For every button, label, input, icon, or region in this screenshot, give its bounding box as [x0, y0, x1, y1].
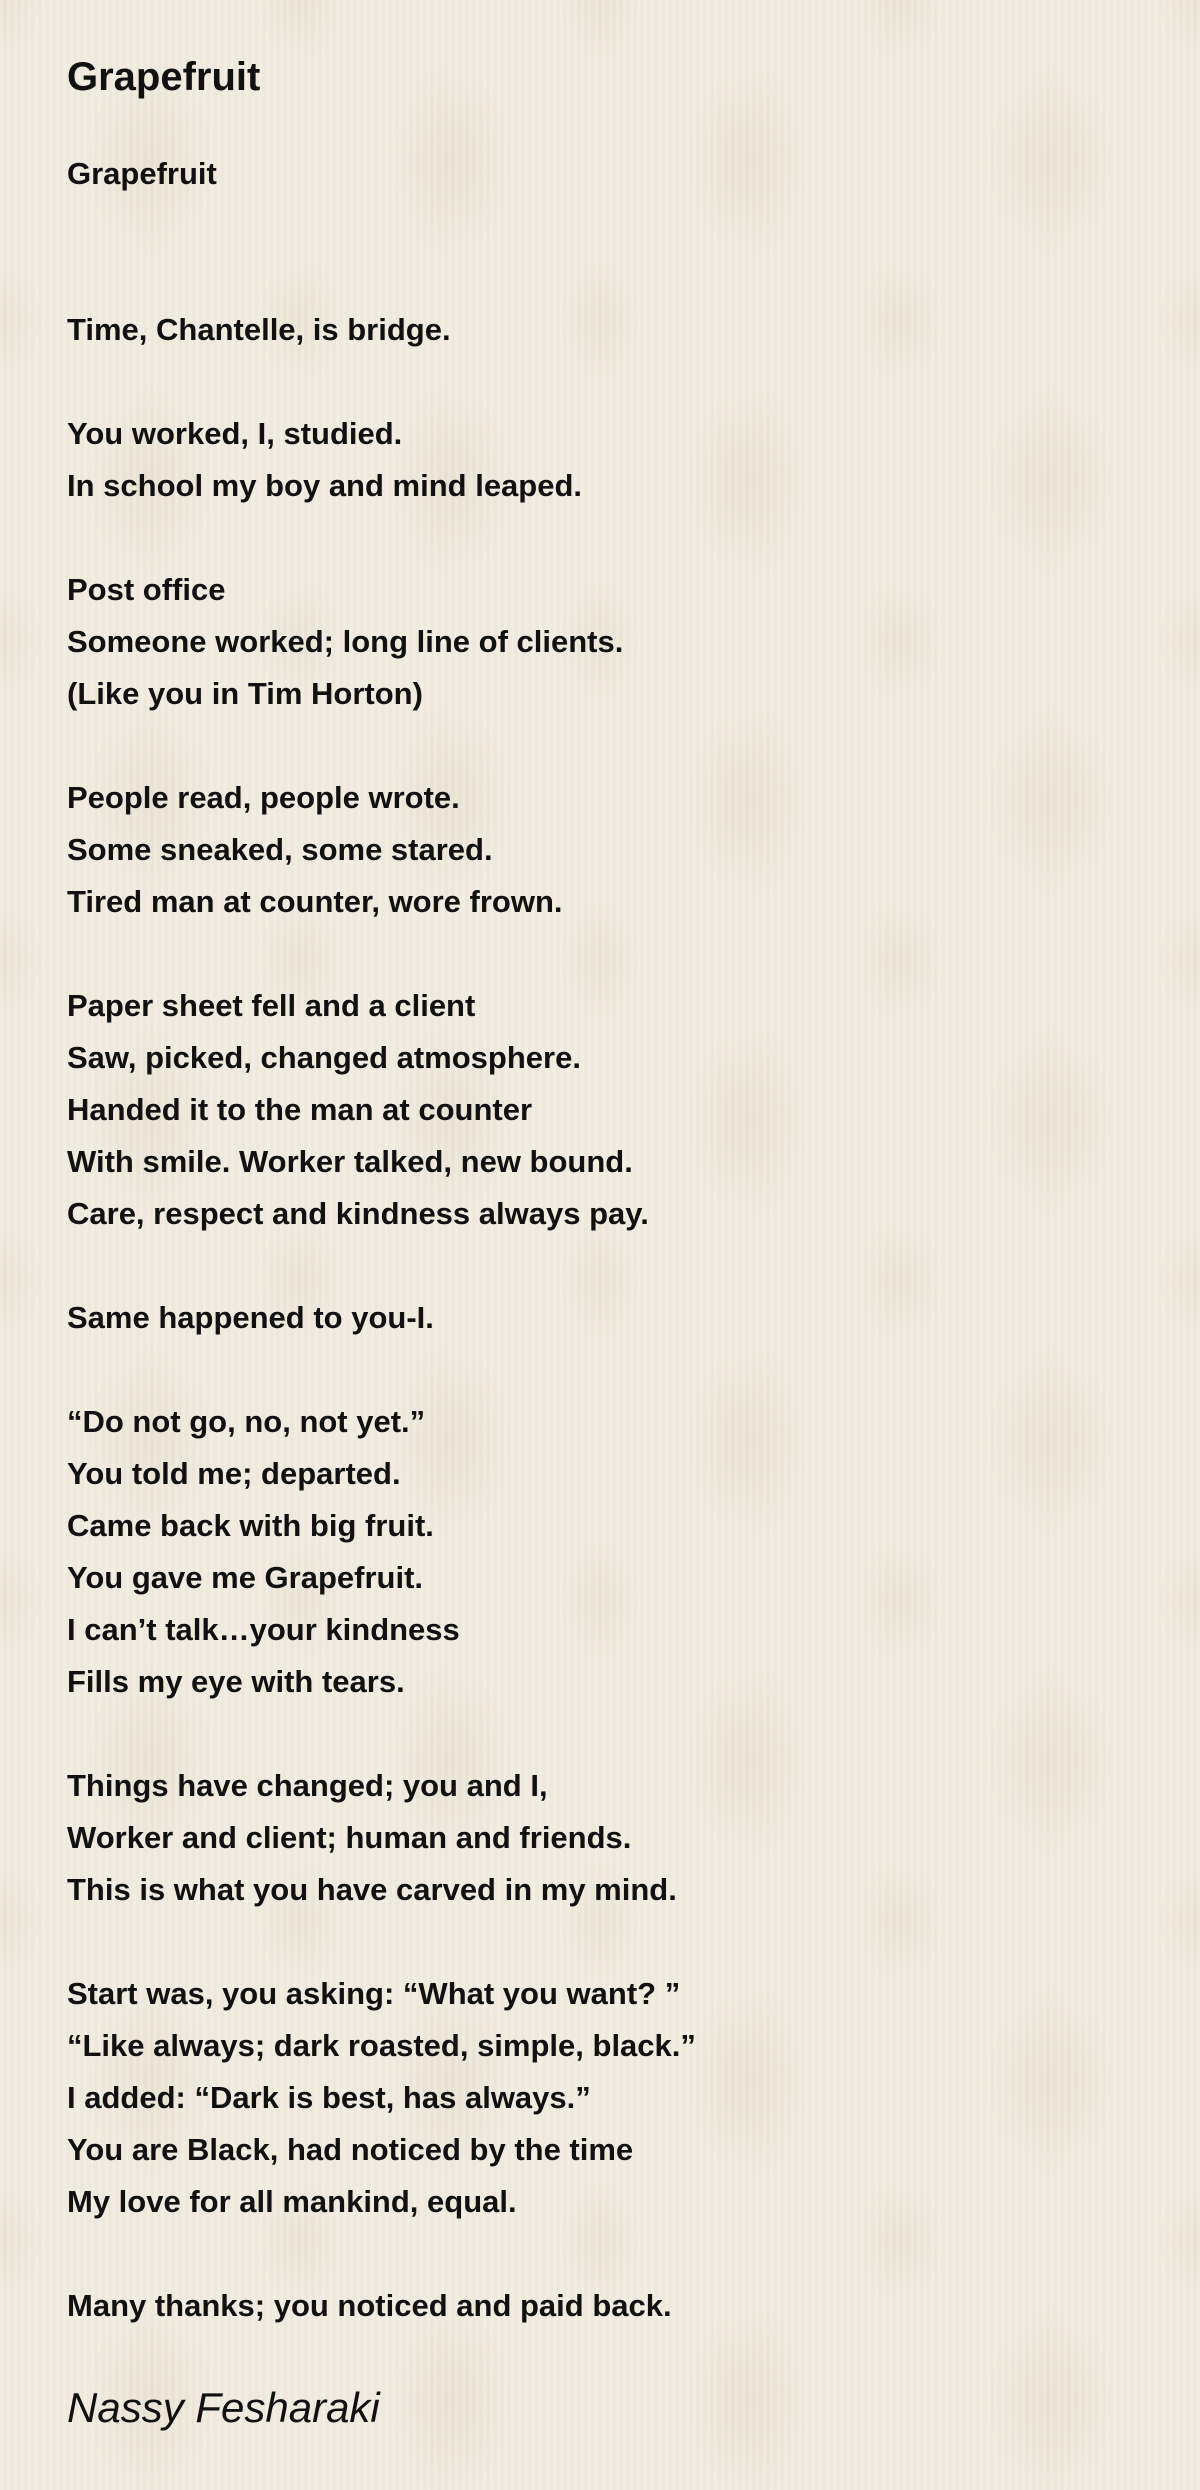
poem-line: Someone worked; long line of clients.	[67, 624, 624, 659]
poem-line: “Do not go, no, not yet.”	[67, 1404, 426, 1439]
stanza-6	[67, 1292, 1147, 1344]
poem-line: You worked, I, studied.	[67, 416, 403, 451]
poem-line: My love for all mankind, equal.	[67, 2184, 517, 2219]
poem-heading: Grapefruit	[67, 156, 217, 191]
stanza-9	[67, 1968, 1147, 2228]
poem-line: In school my boy and mind leaped.	[67, 468, 583, 503]
poem-line: Care, respect and kindness always pay.	[67, 1196, 649, 1231]
poem-heading-stanza	[67, 148, 1147, 252]
poem-line: Same happened to you-I.	[67, 1300, 434, 1335]
poem-line: “Like always; dark roasted, simple, black.”	[67, 2028, 696, 2063]
poem-line: (Like you in Tim Horton)	[67, 676, 423, 711]
poem-line: Worker and client; human and friends.	[67, 1820, 632, 1855]
poem-line: Handed it to the man at counter	[67, 1092, 533, 1127]
poem-line: You gave me Grapefruit.	[67, 1560, 424, 1595]
poem-line: Tired man at counter, wore frown.	[67, 884, 563, 919]
poem-line: Some sneaked, some stared.	[67, 832, 493, 867]
stanza-2	[67, 408, 1147, 512]
poem-line: Time, Chantelle, is bridge.	[67, 312, 451, 347]
blank-line	[67, 200, 1147, 252]
poem-line: Paper sheet fell and a client	[67, 988, 476, 1023]
poem-line: Came back with big fruit.	[67, 1508, 434, 1543]
poem-line: Fills my eye with tears.	[67, 1664, 405, 1699]
poem-body	[67, 148, 1147, 2332]
stanza-4	[67, 772, 1147, 928]
stanza-5	[67, 980, 1147, 1240]
poem-line: Many thanks; you noticed and paid back.	[67, 2288, 672, 2323]
author-name: Nassy Fesharaki	[67, 2384, 380, 2431]
stanza-1	[67, 304, 1147, 356]
stanza-8	[67, 1760, 1147, 1916]
poem-line: Things have changed; you and I,	[67, 1768, 548, 1803]
stanza-10	[67, 2280, 1147, 2332]
poem-line: You told me; departed.	[67, 1456, 401, 1491]
poem-line: Post office	[67, 572, 226, 607]
poem-line: You are Black, had noticed by the time	[67, 2132, 634, 2167]
stanza-3	[67, 564, 1147, 720]
poem-line: I added: “Dark is best, has always.”	[67, 2080, 591, 2115]
poem-line: Saw, picked, changed atmosphere.	[67, 1040, 581, 1075]
poem-line: Start was, you asking: “What you want? ”	[67, 1976, 681, 2011]
poem-line: People read, people wrote.	[67, 780, 460, 815]
stanza-7	[67, 1396, 1147, 1708]
poem-line: With smile. Worker talked, new bound.	[67, 1144, 633, 1179]
poem-line: This is what you have carved in my mind.	[67, 1872, 677, 1907]
poem-line: I can’t talk…your kindness	[67, 1612, 460, 1647]
page-title: Grapefruit	[67, 55, 261, 99]
poem-page	[67, 48, 1147, 2436]
